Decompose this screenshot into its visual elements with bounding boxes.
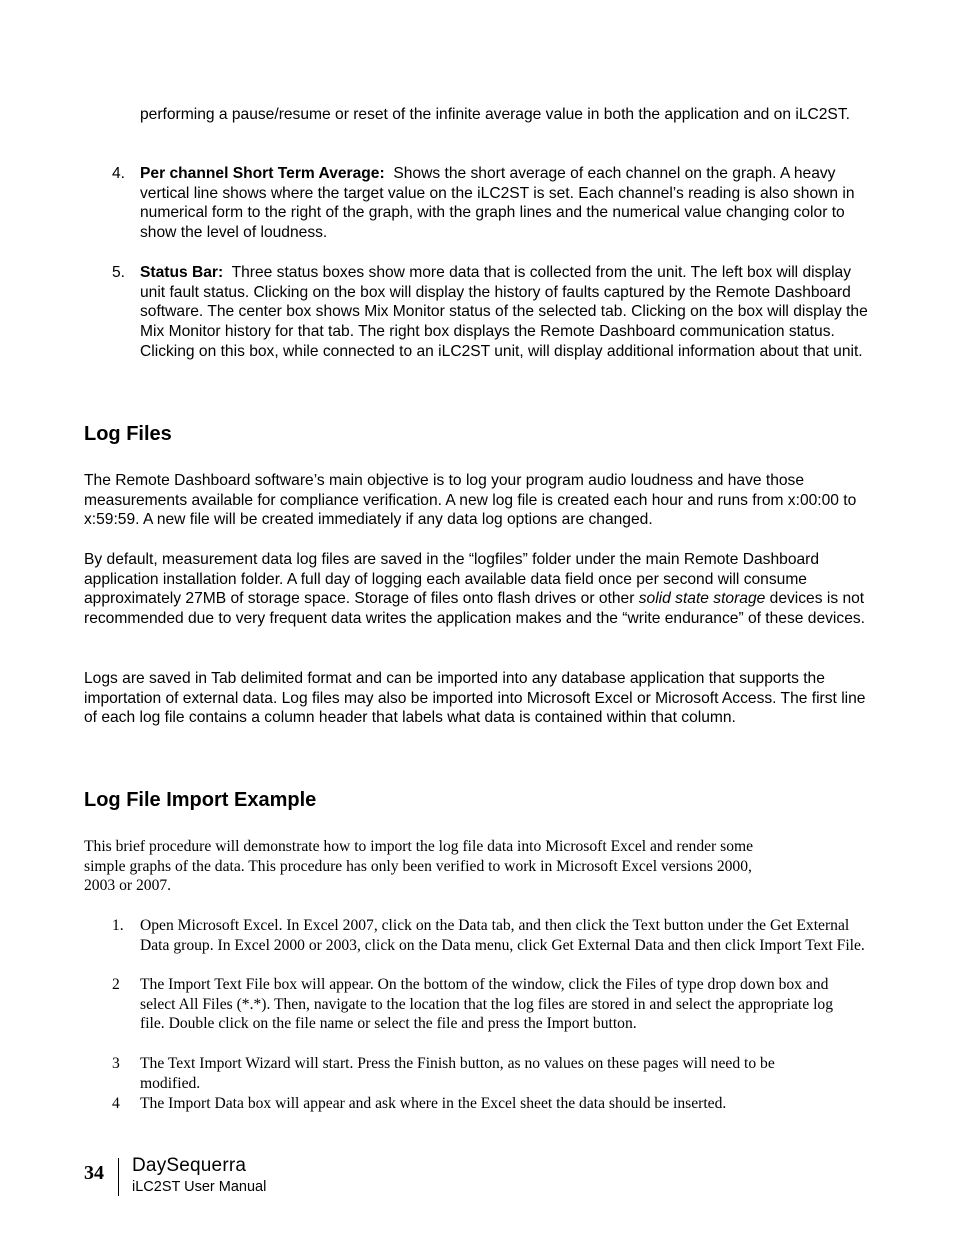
list-item-body: Three status boxes show more data that is collected from the unit. The left box will display unit fault status. Clicking on the box will display the history of faults captured by the Remote Dashboard software. The center box shows Mix Monitor status of the selected tab. Clicking on the box will display the Mix Monitor history for that tab. The right box displays the Remote Dashboard communication status. Clicking on this box, while connected to an iLC2ST unit, will display additional information about that unit. xyxy=(140,264,868,360)
paragraph-text: By default, measurement data log files are saved in the “logfiles” folder under the main Remote Dashboard application installation folder. A full day of logging each available data field once per second will consume approximately 27MB of storage space. Storage of files onto flash drives or other xyxy=(84,551,820,608)
log-files-paragraph-3: Logs are saved in Tab delimited format and can be imported into any database application that supports the importation of external data. Log files may also be imported into Microsoft Excel or Microsoft Access. The first line of each log file contains a column header that labels what data is contained within that column. xyxy=(84,670,866,727)
list-item-number: 5. xyxy=(112,264,126,281)
list-item-term: Status Bar: xyxy=(140,264,224,281)
log-files-paragraph-1: The Remote Dashboard software’s main objective is to log your program audio loudness and have those measurements available for compliance verification. A new log file is created each hour and runs from x:00:00 to x:59:59. A new file will be created immediately if any data log options are changed. xyxy=(84,472,857,529)
page-number: 34 xyxy=(84,1162,104,1184)
manual-title: iLC2ST User Manual xyxy=(132,1179,267,1195)
footer-divider xyxy=(118,1158,119,1196)
list-item-term: Per channel Short Term Average: xyxy=(140,165,385,182)
paragraph-text: devices is not recommended due to very frequent data writes the application makes and the “write endurance” of these devices. xyxy=(84,590,865,628)
list-item xyxy=(140,164,875,243)
step-number: 4 xyxy=(112,1095,120,1112)
step-number: 3 xyxy=(112,1055,120,1072)
emphasis-text: solid state storage xyxy=(638,590,766,608)
section-heading-log-files: Log Files xyxy=(84,423,172,445)
step-number: 2 xyxy=(112,976,120,993)
brand-logo: DaySequerra xyxy=(132,1155,247,1176)
section-heading-import-example: Log File Import Example xyxy=(84,789,317,811)
list-item xyxy=(140,263,875,362)
list-item-number: 4. xyxy=(112,165,126,182)
step-number: 1. xyxy=(112,917,124,934)
step-text: The Import Text File box will appear. On the bottom of the window, click the Files of type drop down box and select All Files (*.*). Then, navigate to the location that the log files are stored in and select the appropriate log file. Double click on the file name or select the file and press the Import button. xyxy=(140,976,833,1033)
log-files-paragraph-2 xyxy=(84,550,874,629)
step-text: The Import Data box will appear and ask where in the Excel sheet the data should be inserted. xyxy=(140,1095,727,1112)
import-intro: This brief procedure will demonstrate how to import the log file data into Microsoft Excel and render some simple graphs of the data. This procedure has only been verified to work in Microsoft Excel versions 2000, 2003 or 2007. xyxy=(84,838,754,895)
step-text: The Text Import Wizard will start. Press the Finish button, as no values on these pages will need to be modified. xyxy=(140,1055,775,1092)
intro-continuation: performing a pause/resume or reset of the infinite average value in both the application and on iLC2ST. xyxy=(140,106,850,123)
step-text: Open Microsoft Excel. In Excel 2007, click on the Data tab, and then click the Text button under the Get External Data group. In Excel 2000 or 2003, click on the Data menu, click Get External Data and then click Import Text File. xyxy=(140,917,865,954)
list-item-body: Shows the short average of each channel on the graph. A heavy vertical line shows where the target value on the iLC2ST is set. Each channel’s reading is also shown in numerical form to the right of the graph, with the graph lines and the numerical value changing color to show the level of loudness. xyxy=(140,165,855,242)
